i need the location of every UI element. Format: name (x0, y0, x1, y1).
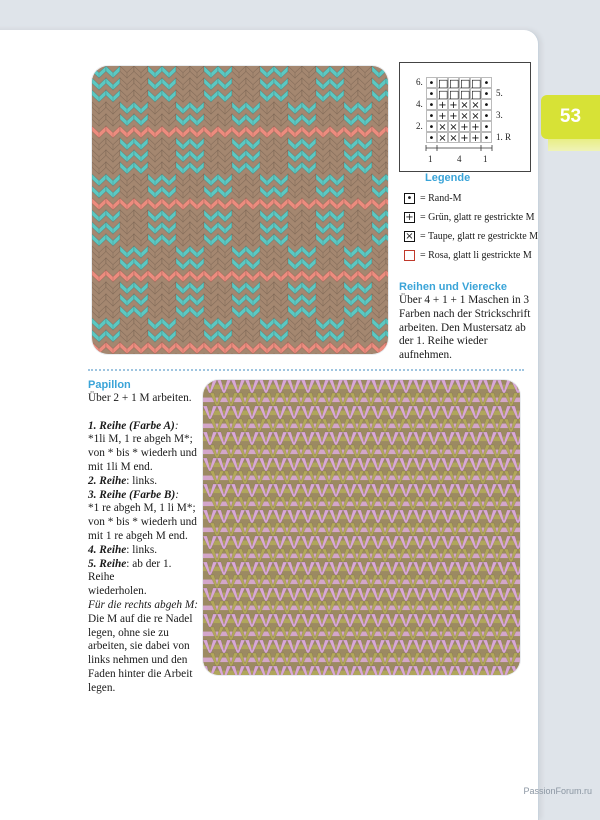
chart-cell-x: × (471, 100, 480, 111)
chart-row-label-6: 6. (416, 77, 423, 87)
chart-cell-sq: □ (471, 88, 482, 101)
chart-cell-x: × (471, 111, 480, 122)
legend-item-green (404, 212, 535, 223)
chart-cell-dot: • (481, 77, 492, 88)
blank-line (88, 406, 200, 420)
instruction-row-2: 2. Reihe: links. (88, 474, 158, 487)
chart-cell-dot: • (426, 88, 437, 99)
section-text-rows-squares (399, 294, 539, 363)
chart-cell-x: × (460, 100, 469, 111)
text-line: Die M auf die re Nadel (88, 612, 193, 625)
chart-cell-dot: • (481, 110, 492, 121)
knit-swatch-rows-squares (92, 66, 388, 354)
section-title-papillon: Papillon (88, 379, 131, 391)
legend-title: Legende (425, 172, 471, 184)
text-line: legen. (88, 681, 116, 694)
watermark: PassionForum.ru (523, 786, 592, 796)
chart-cell-sq: □ (438, 88, 449, 101)
knit-swatch-papillon (203, 380, 520, 675)
legend-label: = Taupe, glatt re gestrickte M (420, 231, 539, 242)
text-line: *1li M, 1 re abgeh M*; (88, 433, 193, 446)
swatch-image-2 (203, 380, 520, 675)
chart-cell-sq: □ (438, 77, 449, 90)
chart-row-label-1: 1. R (496, 132, 512, 142)
chart-row-label-4: 4. (416, 99, 423, 109)
chart-cell-sq: □ (449, 88, 460, 101)
text-line: wiederholen. (88, 585, 147, 598)
chart-cell-plus: + (449, 111, 458, 122)
page-tab-shadow (548, 139, 600, 151)
chart-cell-x: × (449, 133, 458, 144)
section-title-rows-squares: Reihen und Vierecke (399, 281, 508, 293)
chart-cell-plus: + (460, 133, 469, 144)
chart-cell-plus: + (460, 122, 469, 133)
legend-label: = Rand-M (420, 193, 462, 204)
chart-cell-dot: • (426, 121, 437, 132)
x-box-icon: × (405, 231, 414, 242)
chart-cell-dot: • (481, 99, 492, 110)
chart-bottom-label-edge-right: 1 (483, 154, 488, 164)
swatch-image-1 (92, 66, 388, 354)
text-line: mit 1 re abgeh M end. (88, 529, 188, 542)
text-line: links nehmen und den (88, 654, 188, 667)
chart-cell-dot: • (481, 121, 492, 132)
note-head: Für die rechts abgeh M: (88, 598, 199, 611)
chart-cell-dot: • (481, 132, 492, 143)
legend-label: = Rosa, glatt li gestrickte M (420, 250, 532, 261)
text-line: von * bis * wiederh und (88, 447, 197, 460)
chart-cell-plus: + (471, 133, 480, 144)
chart-cell-plus: + (438, 111, 447, 122)
chart-cell-sq: □ (460, 77, 471, 90)
empty-box-icon (404, 250, 415, 261)
page-number-tab: 53 (541, 95, 600, 139)
legend-item-edge (404, 193, 461, 204)
legend-item-taupe (404, 231, 538, 242)
section-divider (88, 369, 524, 371)
text-line: Faden hinter die Arbeit (88, 667, 193, 680)
chart-bottom-label-edge-left: 1 (428, 154, 433, 164)
legend-label: = Grün, glatt re gestrickte M (420, 212, 535, 223)
instruction-row-1-head: 1. Reihe (Farbe A): (88, 419, 179, 432)
chart-cell-sq: □ (471, 77, 482, 90)
chart-cell-x: × (438, 133, 447, 144)
chart-cell-x: × (449, 122, 458, 133)
chart-cell-x: × (438, 122, 447, 133)
text-line: von * bis * wiederh und (88, 516, 197, 529)
chart-cell-plus: + (438, 100, 447, 111)
dot-icon: • (404, 193, 415, 204)
chart-cell-dot: • (426, 77, 437, 88)
chart-bottom-label-repeat: 4 (457, 154, 462, 164)
chart-cell-plus: + (449, 100, 458, 111)
instruction-row-4: 4. Reihe: links. (88, 543, 158, 556)
chart-cell-sq: □ (449, 77, 460, 90)
text-line: Über 2 + 1 M arbeiten. (88, 392, 192, 404)
knitting-chart (399, 62, 531, 172)
chart-cell-dot: • (426, 99, 437, 110)
text-line: *1 re abgeh M, 1 li M*; (88, 502, 196, 515)
chart-cell-dot: • (481, 88, 492, 99)
text-line: Über 4 + 1 + 1 Maschen in 3 (399, 294, 530, 306)
chart-cell-plus: + (471, 122, 480, 133)
chart-row-label-5: 5. (496, 88, 503, 98)
text-line: Farben nach der Strickschrift (399, 307, 531, 320)
text-line: arbeiten, sie dabei von (88, 640, 190, 653)
instruction-row-3-head: 3. Reihe (Farbe B): (88, 488, 179, 501)
plus-box-icon: + (405, 212, 414, 223)
section-text-papillon (88, 392, 200, 696)
chart-row-label-3: 3. (496, 110, 503, 120)
text-line: legen, ohne sie zu (88, 626, 169, 639)
text-line: arbeiten. Den Mustersatz ab (399, 321, 526, 334)
legend-item-rose (404, 250, 532, 261)
chart-cell-dot: • (426, 110, 437, 121)
text-line: mit 1li M end. (88, 460, 153, 473)
chart-cell-dot: • (426, 132, 437, 143)
chart-cell-sq: □ (460, 88, 471, 101)
text-line: der 1. Reihe wieder aufnehmen. (399, 335, 488, 362)
chart-cell-x: × (460, 111, 469, 122)
instruction-row-5: 5. Reihe: ab der 1. Reihe (88, 557, 172, 584)
chart-row-label-2: 2. (416, 121, 423, 131)
